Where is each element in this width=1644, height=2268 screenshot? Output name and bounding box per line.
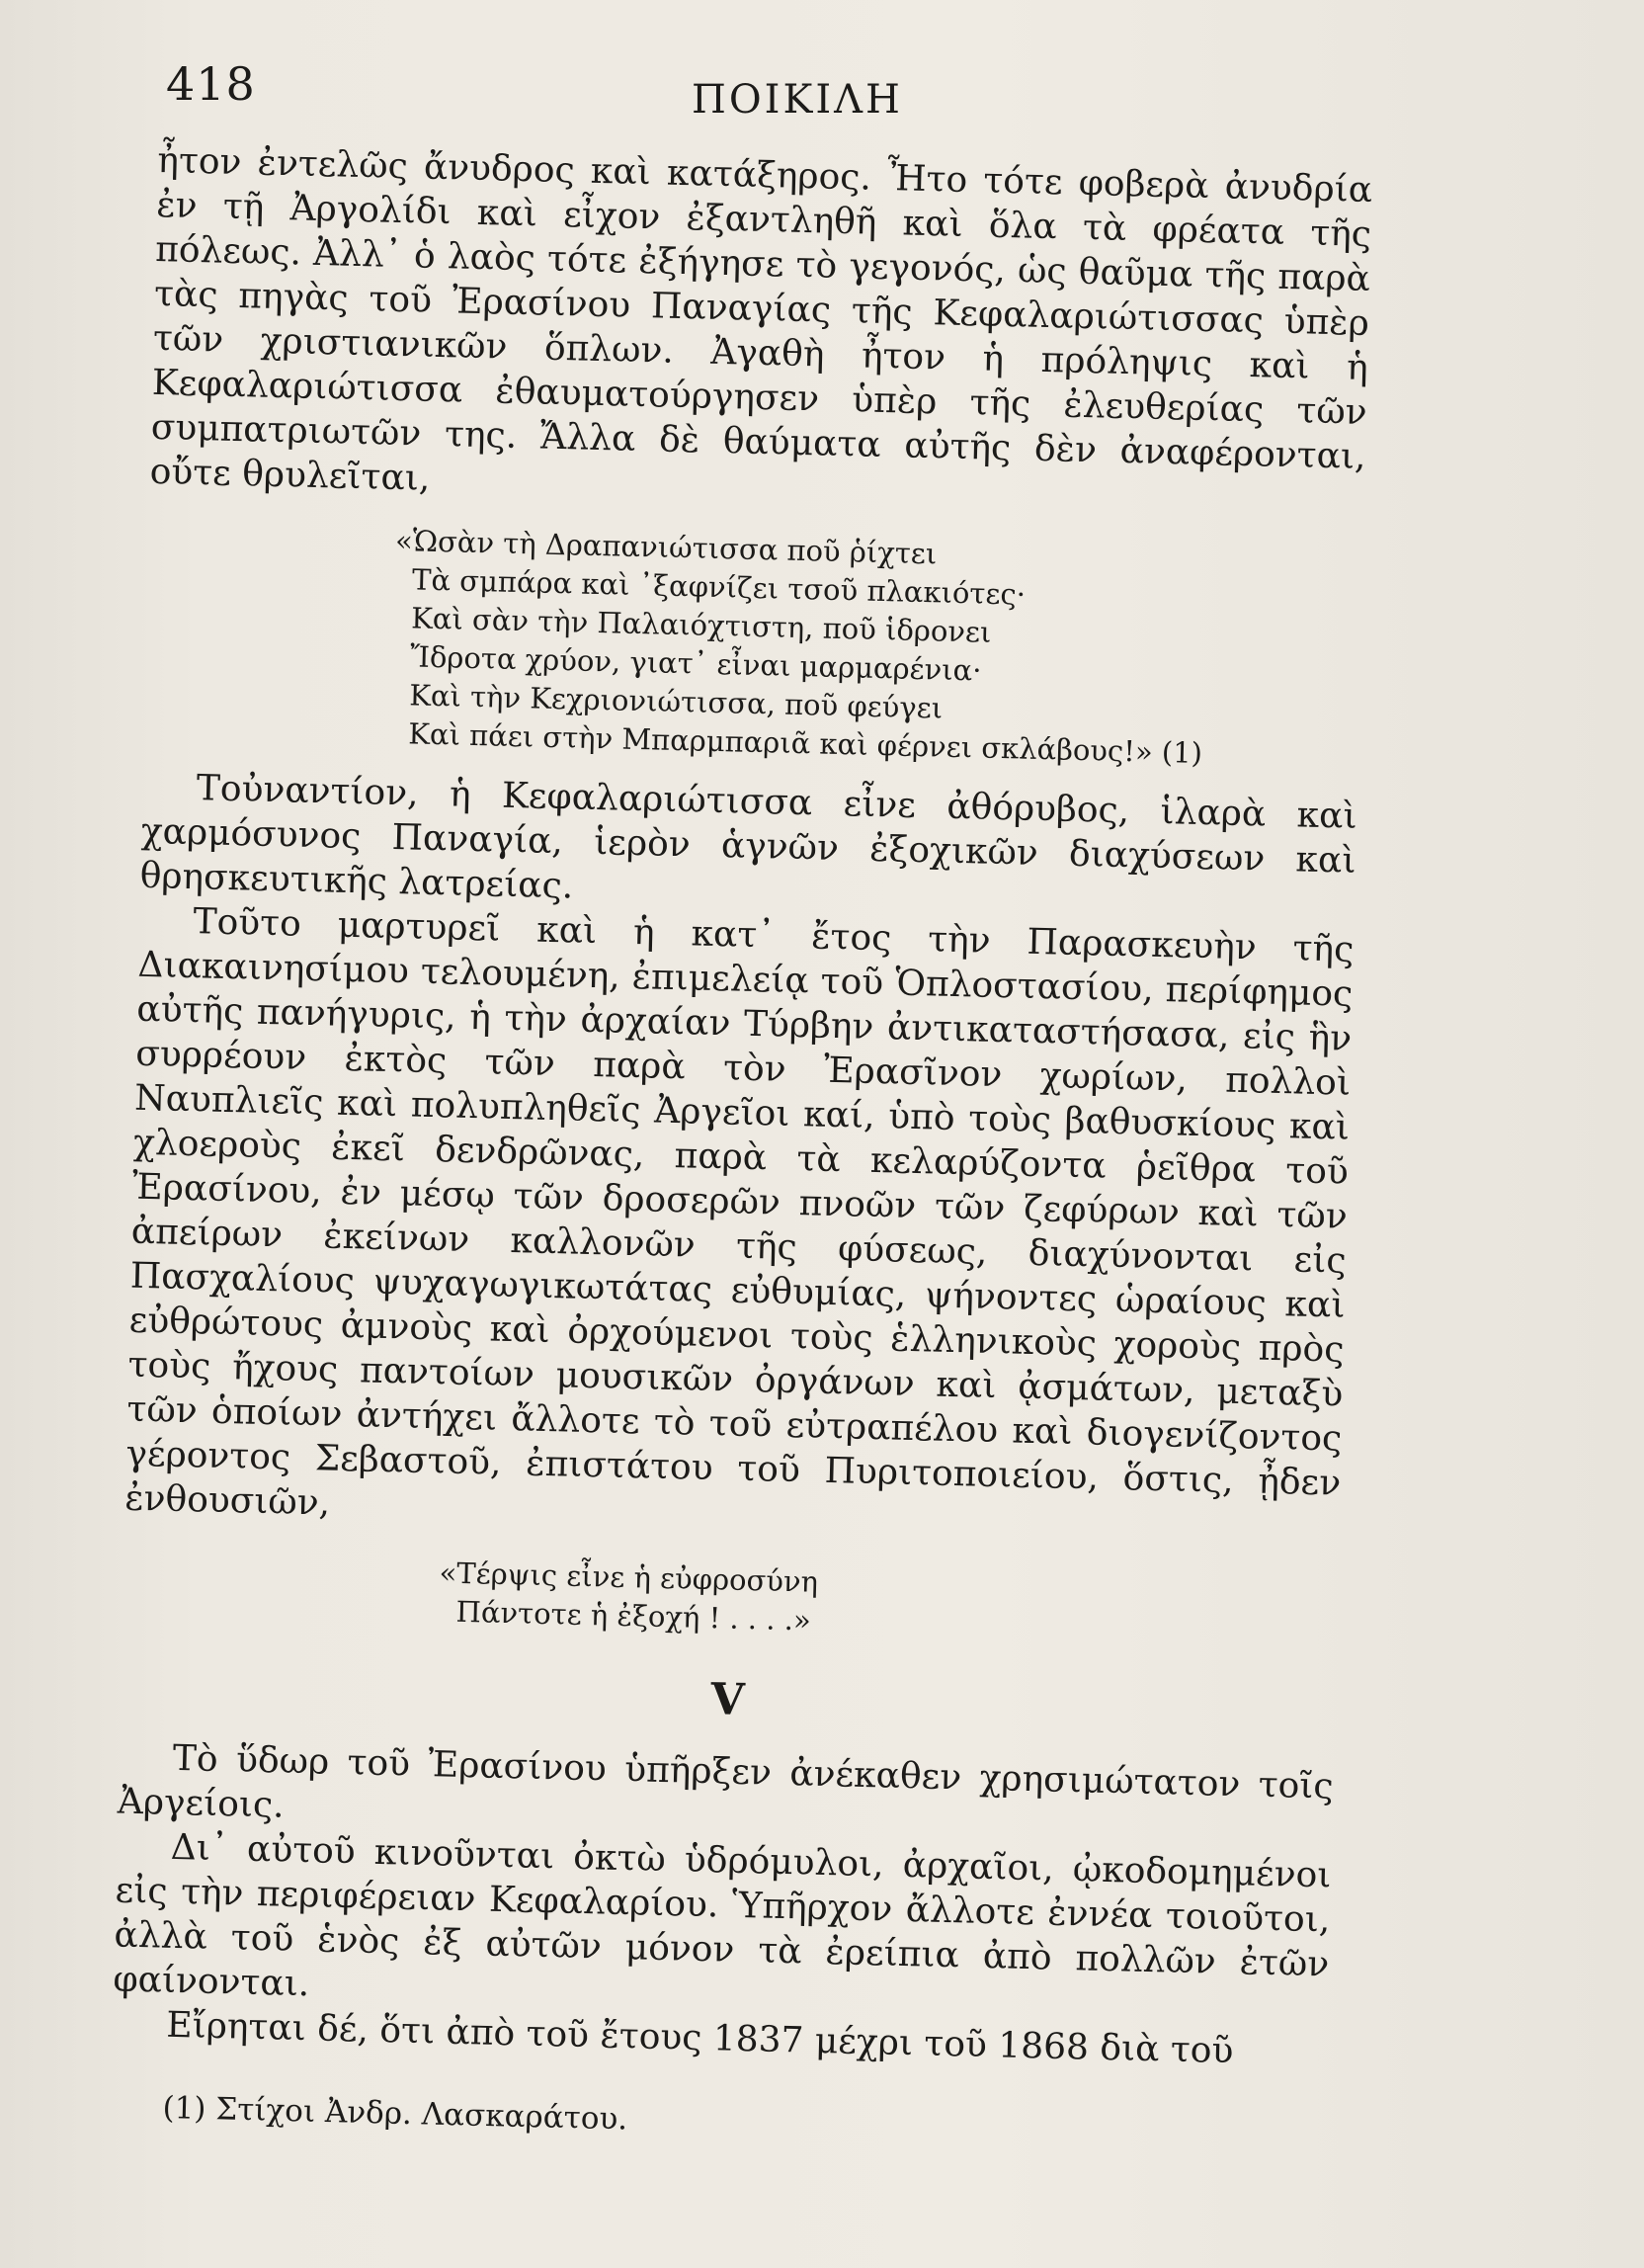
paragraph-6: Εἴρηται δέ, ὅτι ἀπὸ τοῦ ἔτους 1837 μέχρι τοῦ 1868 διὰ τοῦ xyxy=(165,2004,1234,2072)
paragraph-3: Τοῦτο μαρτυρεῖ καὶ ἡ κατ᾽ ἔτος τὴν Παρασκευὴν τῆς Διακαινησίμου τελουμένη, ἐπιμελείᾳ τοῦ Ὁπλοστασίου, περίφημος αὐτῆς πανήγυρις, ἡ τὴν ἀρχαίαν Τύρβην ἀντικαταστήσασα, εἰς ἣν συρρέουν ἐκτὸς τῶν παρὰ τὸν Ἐρασῖνον χωρίων, πολλοὶ Ναυπλιεῖς καὶ πολυπληθεῖς Ἀργεῖοι καί, ὑπὸ τοὺς βαθυσκίους καὶ χλοεροὺς ἐκεῖ δενδρῶνας, παρὰ τὰ κελαρύζοντα ῥεῖθρα τοῦ Ἐρασίνου, ἐν μέσῳ τῶν δροσερῶν πνοῶν τῶν ζεφύρων καὶ τῶν ἀπείρων ἐκείνων καλλονῶν τῆς φύσεως, διαχύνονται εἰς Πασχαλίους ψυχαγωγικωτάτας εὐθυμίας, ψήνοντες ὡραίους καὶ εὐθρώτους ἀμνοὺς καὶ ὀρχούμενοι τοὺς ἑλληνικοὺς χοροὺς πρὸς τοὺς ἤχους παντοίων μουσικῶν ὀργάνων καὶ ᾀσμάτων, μεταξὺ τῶν ὁποίων ἀντήχει ἄλλοτε τὸ τοῦ εὐτραπέλου καὶ διογενίζοντος γέροντος Σεβαστοῦ, ἐπιστάτου τοῦ Πυριτοποιείου, ὅστις, ᾖδεν ἐνθουσιῶν, xyxy=(123,901,1355,1524)
paragraph-1: ἦτον ἐντελῶς ἄνυδρος καὶ κατάξηρος. Ἦτο τότε φοβερὰ ἀνυδρία ἐν τῇ Ἀργολίδι καὶ εἶχον ἐξαντληθῆ καὶ ὅλα τὰ φρέατα τῆς πόλεως. Ἀλλ᾽ ὁ λαὸς τότε ἐξήγησε τὸ γεγονός, ὡς θαῦμα τῆς παρὰ τὰς πηγὰς τοῦ Ἐρασίνου Παναγίας τῆς Κεφαλαριώτισσας ὑπὲρ τῶν χριστιανικῶν ὅπλων. Ἀγαθὴ ἦτον ἡ πρόληψις καὶ ἡ Κεφαλαριώτισσα ἐθαυματούργησεν ὑπὲρ τῆς ἐλευθερίας τῶν συμπατριωτῶν της. Ἄλλα δὲ θαύματα αὐτῆς δὲν ἀναφέρονται, οὔτε θρυλεῖται, xyxy=(149,139,1373,499)
paragraph-5: Δι᾽ αὐτοῦ κινοῦνται ὀκτὼ ὑδρόμυλοι, ἀρχαῖοι, ᾠκοδομημένοι εἰς τὴν περιφέρειαν Κεφαλαρίου. Ὑπῆρχον ἄλλοτε ἐννέα τοιοῦτοι, ἀλλὰ τοῦ ἑνὸς ἐξ αὐτῶν μόνον τὰ ἐρείπια ἀπὸ πολλῶν ἐτῶν φαίνονται. xyxy=(112,1826,1332,2005)
verse-quote-2 xyxy=(438,1554,1339,1652)
verse-line: «Ὡσὰν τὴ Δραπανιώτισσα ποῦ ῥίχτει xyxy=(394,523,938,571)
page-header xyxy=(158,47,1383,136)
verse-line: Καὶ σὰν τὴν Παλαιόχτιστη, ποῦ ἱδρονει xyxy=(410,601,992,649)
paragraph-2: Τοὐναντίον, ἡ Κεφαλαριώτισσα εἶνε ἀθόρυβος, ἱλαρὰ καὶ χαρμόσυνος Παναγία, ἱερὸν ἁγνῶν ἐξοχικῶν διαχύσεων καὶ θρησκευτικῆς λατρείας. xyxy=(139,768,1358,907)
verse-quote-1 xyxy=(390,522,1363,777)
verse-line: Καὶ τὴν Κεχριονιώτισσα, ποῦ φεύγει xyxy=(408,678,944,725)
running-head: ΠΟΙΚΙΛΗ xyxy=(692,77,903,123)
verse-line: Ἴδροτα χρύον, γιατ᾽ εἶναι μαρμαρένια· xyxy=(409,639,982,688)
verse-line: Τὰ σμπάρα καὶ ᾽ξαφνίζει τσοῦ πλακιότες· xyxy=(411,562,1027,612)
footnote: (1) Στίχοι Ἀνδρ. Λασκαράτου. xyxy=(162,2090,628,2138)
verse-line: «Τέρψις εἶνε ἡ εὐφροσύνη xyxy=(439,1555,819,1599)
section-number: V xyxy=(709,1674,746,1725)
verse-line: Πάντοτε ἡ ἐξοχή ! . . . .» xyxy=(455,1594,812,1638)
verse-line: Καὶ πάει στὴν Μπαρμπαριᾶ καὶ φέρνει σκλάβους!» (1) xyxy=(407,716,1203,771)
page-number: 418 xyxy=(166,57,256,111)
body-text xyxy=(112,138,1373,2075)
paragraph-4: Τὸ ὕδωρ τοῦ Ἐρασίνου ὑπῆρξεν ἀνέκαθεν χρησιμώτατον τοῖς Ἀργείοις. xyxy=(117,1737,1335,1826)
